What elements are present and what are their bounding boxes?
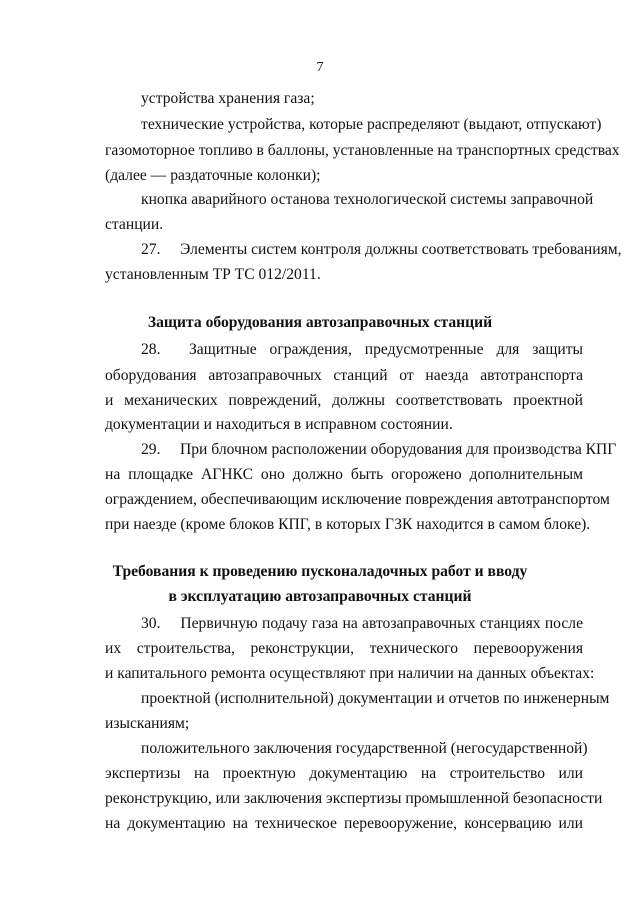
text-line: их строительства, реконструкции, технического перевооружения — [105, 640, 583, 657]
text-line: изысканиям; — [105, 715, 190, 732]
section-heading: Требования к проведению пусконаладочных работ и вводу — [112, 563, 528, 580]
text-line: технические устройства, которые распределяют (выдают, отпускают) — [141, 116, 602, 133]
text-line: установленным ТР ТС 012/2011. — [105, 266, 321, 283]
text-line: ограждением, обеспечивающим исключение повреждения автотранспортом — [105, 491, 610, 508]
text-line: устройства хранения газа; — [141, 90, 315, 107]
text-line: на площадке АГНКС оно должно быть огорожено дополнительным — [105, 466, 583, 483]
text-line: и капитального ремонта осуществляют при наличии на данных объектах: — [105, 665, 595, 682]
text-line: экспертизы на проектную документацию на строительство или — [105, 765, 583, 782]
text-line: кнопка аварийного останова технологической системы заправочной — [141, 191, 594, 208]
section-heading: Защита оборудования автозаправочных станций — [147, 314, 493, 331]
text-line: положительного заключения государственной (негосударственной) — [141, 740, 588, 757]
text-line: на документацию на техническое перевооружение, консервацию или — [105, 815, 583, 832]
text-line: и механических повреждений, должны соответствовать проектной — [105, 392, 583, 409]
text-line: проектной (исполнительной) документации и отчетов по инженерным — [141, 690, 610, 707]
section-heading: в эксплуатацию автозаправочных станций — [168, 588, 472, 605]
text-line: при наезде (кроме блоков КПГ, в которых ГЗК находится в самом блоке). — [105, 516, 591, 533]
text-line: 28. Защитные ограждения, предусмотренные для защиты — [141, 341, 583, 358]
text-line: газомоторное топливо в баллоны, установленные на транспортных средствах — [105, 142, 620, 159]
text-line: 30. Первичную подачу газа на автозаправочных станциях после — [141, 615, 583, 632]
text-line: реконструкцию, или заключения экспертизы промышленной безопасности — [105, 790, 603, 807]
text-line: станции. — [105, 216, 164, 233]
text-line: оборудования автозаправочных станций от наезда автотранспорта — [105, 367, 583, 384]
text-line: документации и находиться в исправном состоянии. — [105, 416, 453, 433]
text-line: (далее — раздаточные колонки); — [105, 167, 321, 184]
page-number: 7 — [316, 60, 324, 75]
text-line: 27. Элементы систем контроля должны соответствовать требованиям, — [141, 241, 622, 258]
text-line: 29. При блочном расположении оборудования для производства КПГ — [141, 441, 617, 458]
